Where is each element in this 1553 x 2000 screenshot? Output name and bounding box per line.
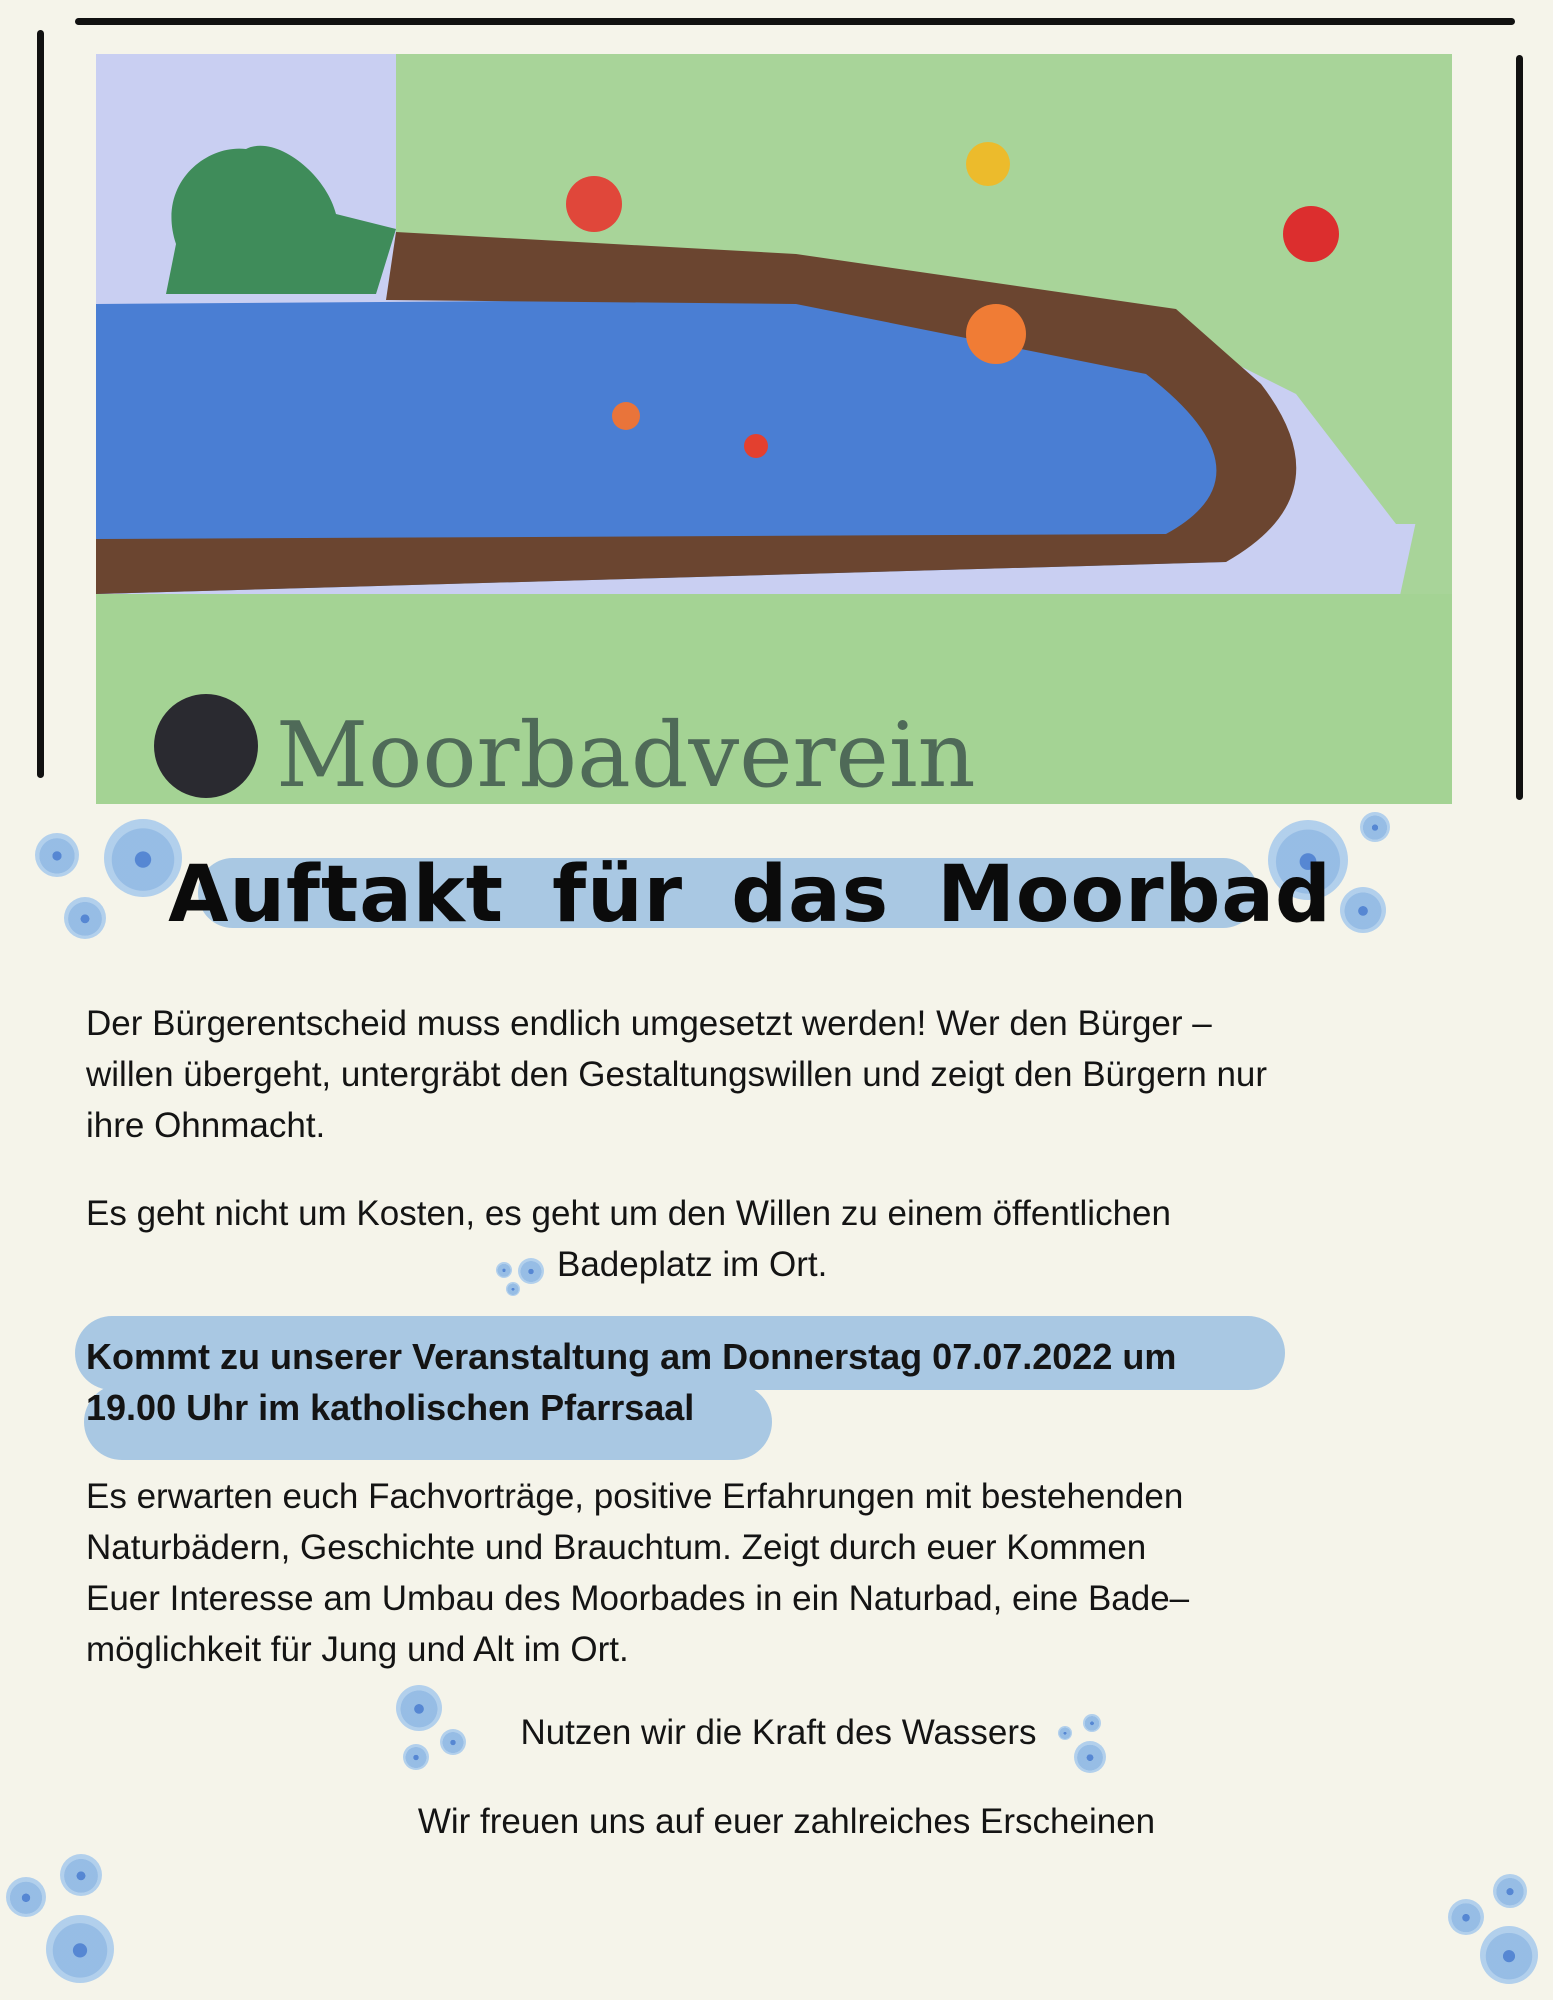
paragraph-kosten: Es geht nicht um Kosten, es geht um den Willen zu einem öffentlichen [86,1194,1171,1233]
event-line: 19.00 Uhr im katholischen Pfarrsaal [86,1387,695,1428]
bubble-decoration [506,1282,520,1296]
text-line: willen übergeht, untergräbt den Gestaltungswillen und zeigt den Bürgern nur [86,1055,1268,1094]
child-drawing-moorbad [96,54,1452,804]
text-line: Naturbädern, Geschichte und Brauchtum. Zeigt durch euer Kommen [86,1528,1147,1567]
bubble-decoration [60,1854,102,1896]
bubble-decoration [35,833,79,877]
slogan: Nutzen wir die Kraft des Wassers [520,1713,1037,1752]
closing-line: Wir freuen uns auf euer zahlreiches Erscheinen [417,1802,1156,1841]
drawing-label: Moorbadverein [276,703,976,804]
frame-top-line [75,18,1515,25]
bubble-decoration [1480,1926,1538,1984]
bubble-decoration [496,1262,512,1278]
text-line: möglichkeit für Jung und Alt im Ort. [86,1630,629,1669]
bubble-decoration [46,1915,114,1983]
bubble-decoration [1360,812,1390,842]
text-line: Der Bürgerentscheid muss endlich umgesetzt werden! Wer den Bürger – [86,1004,1212,1043]
text-line: Euer Interesse am Umbau des Moorbades in ein Naturbad, eine Bade– [86,1579,1190,1618]
paragraph-programm [86,1471,1446,1675]
frame-right-line [1516,55,1523,800]
bubble-decoration [1493,1874,1527,1908]
frame-left-line [37,30,44,778]
bubble-decoration [6,1877,46,1917]
bubble-decoration [1448,1899,1484,1935]
text-line: Es erwarten euch Fachvorträge, positive Erfahrungen mit bestehenden [86,1477,1184,1516]
paragraph-buergerentscheid [86,998,1446,1151]
page-title: Auftakt für das Moorbad [168,850,1332,940]
event-announcement [86,1331,1446,1433]
paragraph-kosten-cont: Badeplatz im Ort. [557,1245,828,1284]
text-line: ihre Ohnmacht. [86,1106,326,1145]
event-line: Kommt zu unserer Veranstaltung am Donnerstag 07.07.2022 um [86,1336,1177,1377]
bubble-decoration [518,1258,544,1284]
